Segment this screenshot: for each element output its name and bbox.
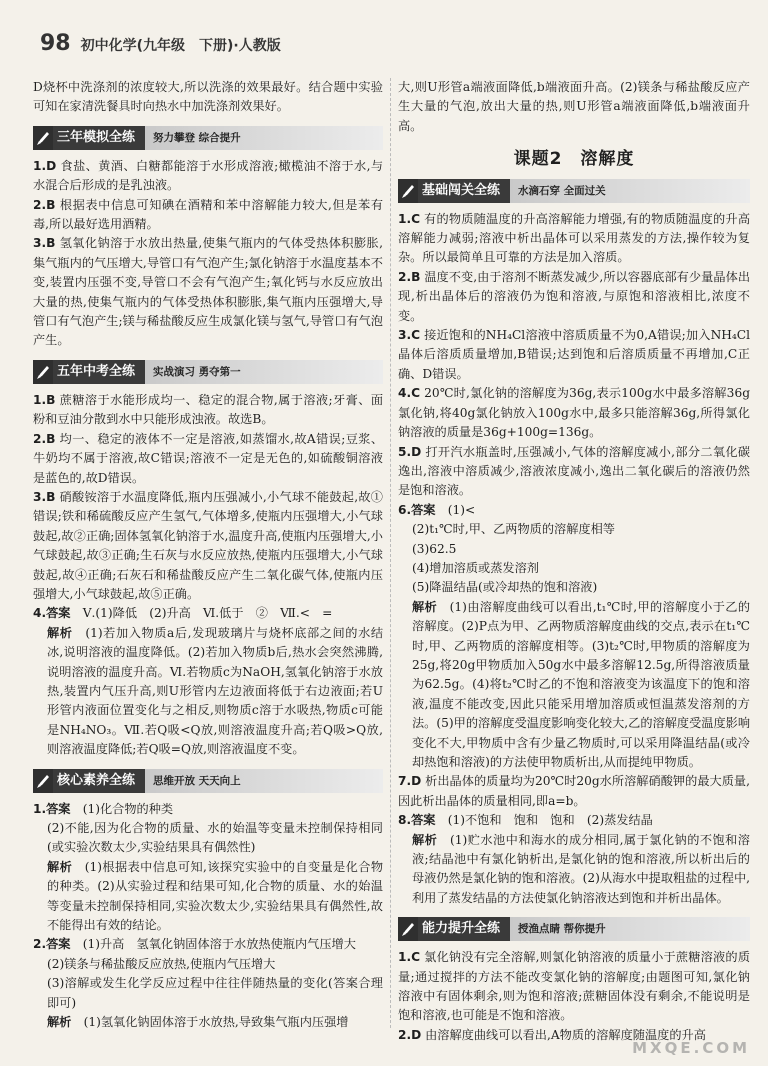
analysis-item: 解析 (1)氢氧化钠固体溶于水放热,导致集气瓶内压强增 bbox=[47, 1015, 349, 1030]
answer-line: (2)镁条与稀盐酸反应放热,使瓶内气压增大 bbox=[47, 956, 276, 971]
pen-icon bbox=[33, 769, 53, 793]
answer-item: 8.答案 (1)不饱和 饱和 饱和 (2)蒸发结晶 bbox=[398, 813, 653, 828]
section-title: 五年中考全练 bbox=[53, 360, 145, 384]
section-header-nengli bbox=[398, 916, 750, 942]
lesson-title: 课题2 溶解度 bbox=[513, 149, 635, 170]
section-subtitle: 授渔点睛 帮你提升 bbox=[510, 917, 750, 941]
section-header-sannian bbox=[33, 125, 383, 151]
answer-item: 3.B 硝酸铵溶于水温度降低,瓶内压强减小,小气球不能鼓起,故①错误;铁和稀硫酸反应产生氢气,气体增多,使瓶内压强增大,小气球鼓起,故②正确;固体氢氧化钠溶于水,温度升高,使瓶内压强增大,小气球鼓起,故③正确;生石灰与水反应放热,使瓶内压强增大,小气球鼓起,故④正确;石灰石和稀盐酸反应产生二氧化碳气体,使瓶内压强增大,小气球鼓起,故⑤正确。 bbox=[33, 489, 383, 601]
section-title: 基础闯关全练 bbox=[418, 179, 510, 203]
answer-line: (3)62.5 bbox=[412, 541, 457, 556]
pen-icon bbox=[398, 179, 418, 203]
answer-item: 2.D 由溶解度曲线可以看出,A物质的溶解度随温度的升高 bbox=[398, 1027, 706, 1042]
answer-item: 4.C 20℃时,氯化钠的溶解度为36g,表示100g水中最多溶解36g氯化钠,将40g氯化钠放入100g水中,最多只能溶解36g,所得氯化钠溶液的质量是36g+100g=136g。 bbox=[398, 386, 750, 440]
answer-item: 1.C 有的物质随温度的升高溶解能力增强,有的物质随温度的升高溶解能力减弱;溶液中析出晶体可以采用蒸发的方法,操作较为复杂。所以最简单且可靠的方法是加入溶质。 bbox=[398, 211, 751, 265]
watermark: MXQE.COM bbox=[632, 1038, 750, 1057]
pen-icon bbox=[33, 126, 53, 150]
book-title: 初中化学(九年级 下册)·人教版 bbox=[80, 38, 281, 54]
answer-item: 7.D 析出晶体的质量均为20℃时20g水所溶解硝酸钾的最大质量,因此析出晶体的质量相同,即a=b。 bbox=[398, 774, 751, 808]
section-header-jichu bbox=[398, 178, 750, 204]
analysis-item: 解析 (1)贮水池中和海水的成分相同,属于氯化钠的不饱和溶液;结晶池中有氯化钠析出,是氯化钠的饱和溶液,所以析出后的母液仍然是氯化钠的饱和溶液。(2)从海水中提取粗盐的过程中,利用了蒸发结晶的方法使氯化钠溶液达到饱和并析出晶体。 bbox=[412, 832, 751, 905]
right-column bbox=[398, 78, 750, 1045]
answer-line: (3)溶解或发生化学反应过程中往往伴随热量的变化(答案合理即可) bbox=[47, 976, 383, 1010]
analysis-item: 解析 (1)根据表中信息可知,该探究实验中的自变量是化合物的种类。(2)从实验过程和结果可知,化合物的质量、水的始温等变量未控制保持相同,实验次数太少,实验结果具有偶然性,故不能得出有效的结论。 bbox=[47, 859, 384, 933]
answer-line: (2)不能,因为化合物的质量、水的始温等变量未控制保持相同(或实验次数太少,实验结果具有偶然性) bbox=[47, 821, 383, 855]
section-subtitle: 实战演习 勇夺第一 bbox=[145, 360, 383, 384]
pen-icon bbox=[33, 360, 53, 384]
answer-item: 1.C 氯化钠没有完全溶解,则氯化钠溶液的质量小于蔗糖溶液的质量;通过搅拌的方法不能改变氯化钠的溶解度;由题图可知,氯化钠溶液中有固体剩余,则为饱和溶液;蔗糖固体没有剩余,不能说明是饱和溶液,也可能是不饱和溶液。 bbox=[398, 950, 751, 1023]
page-header bbox=[40, 31, 281, 64]
section-header-wunian bbox=[33, 359, 383, 385]
section-subtitle: 思维开放 天天向上 bbox=[145, 769, 383, 793]
section-header-hexin bbox=[33, 768, 383, 794]
answer-item: 5.D 打开汽水瓶盖时,压强减小,气体的溶解度减小,部分二氧化碳逸出,溶液中溶质减少,溶液浓度减小,逸出二氧化碳后的溶液仍然是饱和溶液。 bbox=[398, 444, 751, 498]
pen-icon bbox=[398, 917, 418, 941]
answer-item: 2.B 根据表中信息可知碘在酒精和苯中溶解能力较大,但是苯有毒,所以最好选用酒精。 bbox=[33, 197, 384, 232]
answer-line: (2)t₁℃时,甲、乙两物质的溶解度相等 bbox=[412, 522, 615, 537]
answer-item: 1.D 食盐、黄酒、白糖都能溶于水形成溶液;橄榄油不溶于水,与水混合后形成的是乳浊液。 bbox=[33, 158, 384, 193]
answer-item: 2.B 均一、稳定的液体不一定是溶液,如蒸馏水,故A错误;豆浆、牛奶均不属于溶液,故C错误;溶液不一定是无色的,如硫酸铜溶液是蓝色的,故D错误。 bbox=[33, 431, 384, 485]
answer-item: 6.答案 (1)< bbox=[398, 502, 476, 517]
answer-item: 3.C 接近饱和的NH₄Cl溶液中溶质质量不为0,A错误;加入NH₄Cl晶体后溶质质量增加,B错误;达到饱和后溶质质量不再增加,C正确、D错误。 bbox=[398, 328, 750, 381]
analysis-item: 解析 (1)由溶解度曲线可以看出,t₁℃时,甲的溶解度小于乙的溶解度。(2)P点为甲、乙两物质溶解度曲线的交点,表示在t₁℃时,甲、乙两物质的溶解度相等。(3)t₂℃时,甲物质的溶解度为25g,将20g甲物质加入50g水中最多溶解12.5g,所得溶液质量为62.5g。(4)将t₂℃时乙的不饱和溶液变为该温度下的饱和溶液,温度不能改变,因此只能采用增加溶质或恒温蒸发溶剂的方法。(5)甲的溶解度受温度影响变化较大,乙的溶解度受温度影响变化不大,甲物质中含有少量乙物质时,可以采用降温结晶(或冷却热饱和溶液)的方法使甲物质析出,从而提纯甲物质。 bbox=[412, 599, 751, 769]
section-subtitle: 努力攀登 综合提升 bbox=[145, 126, 383, 150]
section-subtitle: 水滴石穿 全面过关 bbox=[510, 179, 750, 203]
left-intro: D烧杯中洗涤剂的浓度较大,所以洗涤的效果最好。结合题中实验可知在家清洗餐具时向热水中加洗涤剂效果好。 bbox=[33, 80, 383, 114]
analysis-item: 解析 (1)若加入物质a后,发现玻璃片与烧杯底部之间的水结冰,说明溶液的温度降低。(2)若加入物质b后,热水会突然沸腾,说明溶液的温度升高。Ⅵ.若物质c为NaOH,氢氧化钠溶于水放热,装置内气压升高,则U形管内左边液面将低于右边液面;若U形管内液面位置变化与之相反,则物质c溶于水吸热,物质c可能是NH₄NO₃。Ⅶ.若Q吸<Q放,则溶液温度升高;若Q吸>Q放,则溶液温度降低;若Q吸=Q放,则溶液温度不变。 bbox=[47, 625, 384, 757]
answer-item: 2.B 温度不变,由于溶剂不断蒸发减少,所以容器底部有少量晶体出现,析出晶体后的溶液仍为饱和溶液,与原饱和溶液相比,浓度不变。 bbox=[398, 269, 751, 323]
left-column bbox=[33, 78, 383, 1032]
section-title: 三年模拟全练 bbox=[53, 126, 145, 150]
column-divider bbox=[390, 78, 391, 1028]
right-intro: 大,则U形管a端液面降低,b端液面升高。(2)镁条与稀盐酸反应产生大量的气泡,放出大量的热,则U形管a端液面降低,b端液面升高。 bbox=[398, 80, 750, 133]
answer-item: 1.答案 (1)化合物的种类 bbox=[33, 801, 174, 816]
answer-item: 1.B 蔗糖溶于水能形成均一、稳定的混合物,属于溶液;牙膏、面粉和豆油分散到水中只能形成浊液。故选B。 bbox=[33, 392, 384, 427]
section-title: 核心素养全练 bbox=[53, 769, 145, 793]
answer-item: 2.答案 (1)升高 氢氧化钠固体溶于水放热使瓶内气压增大 bbox=[33, 937, 356, 952]
page-number: 98 bbox=[40, 31, 71, 56]
answer-line: (4)增加溶质或蒸发溶剂 bbox=[412, 560, 539, 575]
answer-item: 3.B 氢氧化钠溶于水放出热量,使集气瓶内的气体受热体积膨胀,集气瓶内的气压增大,导管口有气泡产生;氯化钠溶于水温度基本不变,装置内压强不变,导管口不会有气泡产生;氧化钙与水反应放出大量的热,使集气瓶内的气体受热体积膨胀,集气瓶内压强增大,导管口有气泡产生;镁与稀盐酸反应生成氯化镁与氢气,导管口有气泡产生。 bbox=[33, 236, 384, 348]
answer-line: (5)降温结晶(或冷却热的饱和溶液) bbox=[412, 580, 598, 595]
section-title: 能力提升全练 bbox=[418, 917, 510, 941]
answer-item: 4.答案 Ⅴ.(1)降低 (2)升高 Ⅵ.低于 ② Ⅶ.< = bbox=[33, 606, 333, 621]
